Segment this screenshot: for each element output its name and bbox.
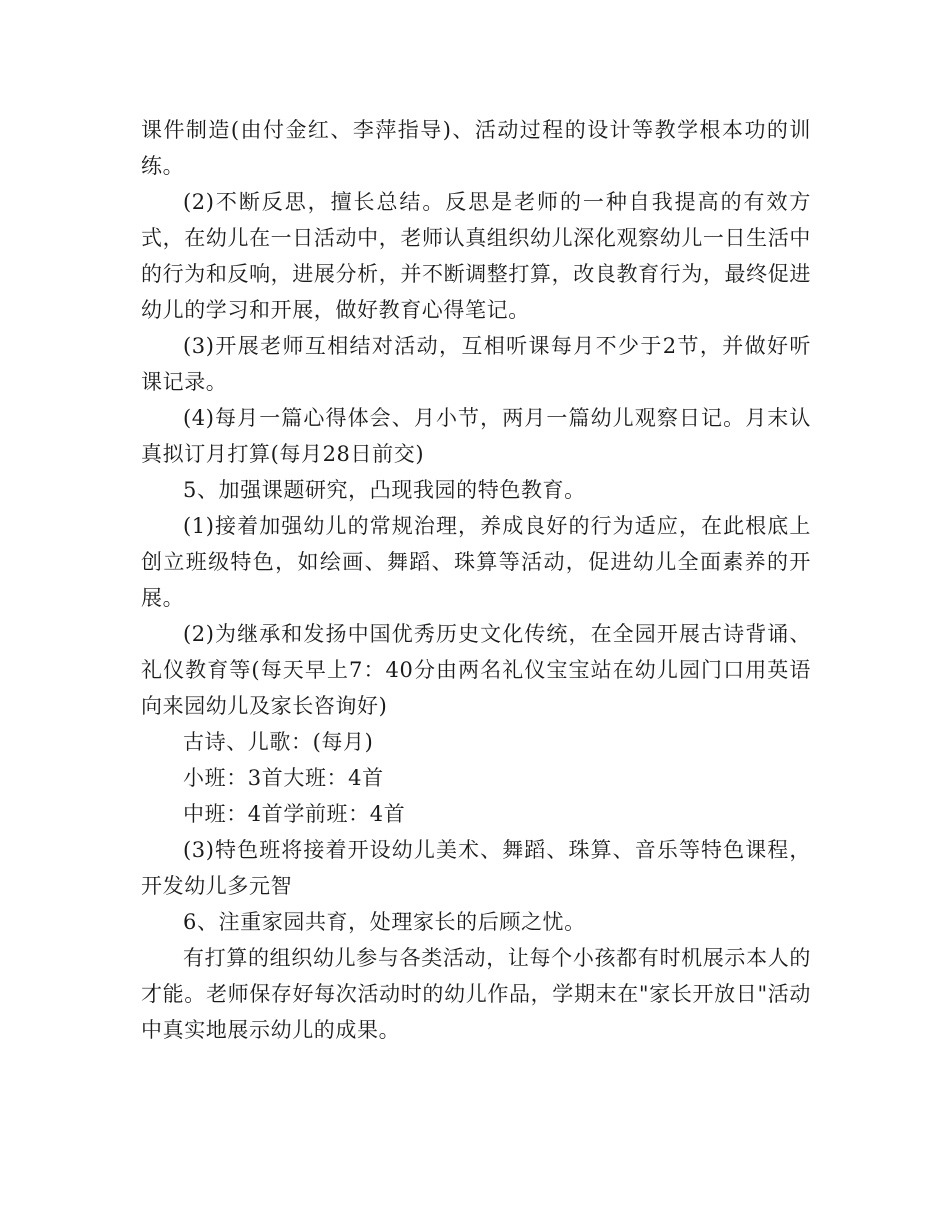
paragraph-2: (2)不断反思，擅长总结。反思是老师的一种自我提高的有效方式，在幼儿在一日活动中，老师认真组织幼儿深化观察幼儿一日生活中的行为和反响，进展分析，并不断调整打算，改良教育行为，最终促进幼儿的学习和开展，做好教育心得笔记。 <box>141 190 811 322</box>
paragraph-9: 小班：3首大班：4首 <box>183 766 384 790</box>
paragraph-12: 6、注重家园共育，处理家长的后顾之忧。 <box>183 910 586 934</box>
paragraph-7: (2)为继承和发扬中国优秀历史文化传统，在全园开展古诗背诵、礼仪教育等(每天早上7：40分由两名礼仪宝宝站在幼儿园门口用英语向来园幼儿及家长咨询好) <box>141 622 811 718</box>
paragraph-3: (3)开展老师互相结对活动，互相听课每月不少于2节，并做好听课记录。 <box>141 334 811 394</box>
paragraph-4: (4)每月一篇心得体会、月小节，两月一篇幼儿观察日记。月末认真拟订月打算(每月28日前交) <box>141 406 811 466</box>
paragraph-6: (1)接着加强幼儿的常规治理，养成良好的行为适应，在此根底上创立班级特色，如绘画、舞蹈、珠算等活动，促进幼儿全面素养的开展。 <box>141 514 811 610</box>
paragraph-13: 有打算的组织幼儿参与各类活动，让每个小孩都有时机展示本人的才能。老师保存好每次活动时的幼儿作品，学期末在"家长开放日"活动中真实地展示幼儿的成果。 <box>141 946 811 1042</box>
paragraph-10: 中班：4首学前班：4首 <box>183 802 406 826</box>
paragraph-8: 古诗、儿歌：(每月) <box>183 730 374 754</box>
document-body <box>141 112 811 1048</box>
paragraph-5: 5、加强课题研究，凸现我园的特色教育。 <box>183 478 586 502</box>
paragraph-11: (3)特色班将接着开设幼儿美术、舞蹈、珠算、音乐等特色课程，开发幼儿多元智 <box>141 838 811 898</box>
paragraph-1: 课件制造(由付金红、李萍指导)、活动过程的设计等教学根本功的训练。 <box>141 118 811 178</box>
